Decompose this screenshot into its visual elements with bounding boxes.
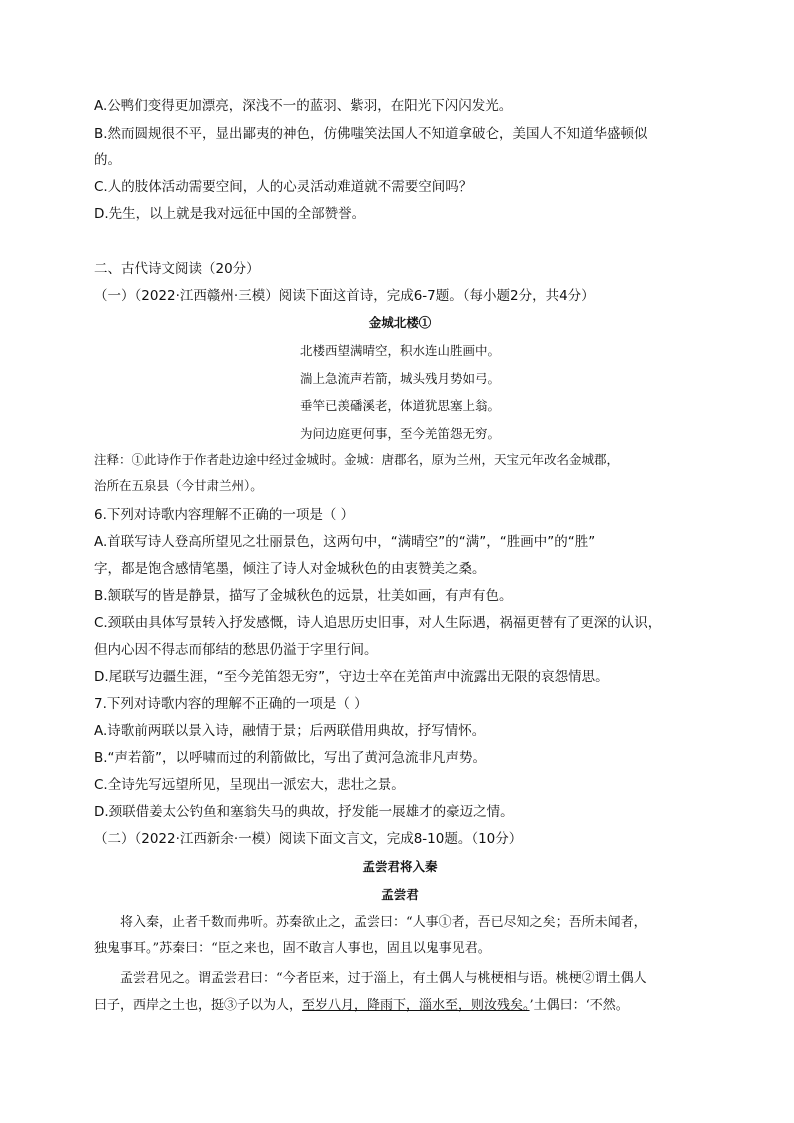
q7-option-d: D.颈联借姜太公钓鱼和塞翁失马的典故，抒发能一展雄才的豪迈之情。 (94, 804, 514, 820)
q5-option-c: C.人的肢体活动需要空间，人的心灵活动难道就不需要空间吗？ (94, 179, 473, 195)
part2-intro: （二）（2022·江西新余·一模）阅读下面文言文，完成8-10题。（10分） (94, 831, 523, 847)
q6-option-c: C.颈联由具体写景转入抒发感慨，诗人追思历史旧事，对人生际遇，祸福更替有了更深的认识， (94, 615, 662, 631)
part1-intro: （一）（2022·江西赣州·三模）阅读下面这首诗，完成6-7题。（每小题2分，共4分） (94, 288, 595, 304)
q7-option-c: C.全诗先写远望所见，呈现出一派宏大，悲壮之景。 (94, 777, 405, 793)
passage-text: ’土偶曰：‘不然。 (529, 998, 629, 1013)
q7-option-b: B.“声若箭”，以呼啸而过的利箭做比，写出了黄河急流非凡声势。 (94, 750, 487, 766)
poem-line-1: 北楼西望满晴空，积水连山胜画中。 (299, 343, 500, 358)
q6-option-a-cont: 字，都是饱含感情笔墨，倾注了诗人对金城秋色的由衷赞美之桑。 (94, 561, 486, 577)
section2-heading: 二、古代诗文阅读（20分） (94, 261, 260, 277)
q6-stem: 6.下列对诗歌内容理解不正确的一项是（ ） (94, 507, 355, 523)
q6-option-d: D.尾联写边疆生涯，“至今羌笛怨无穷”，守边士卒在羌笛声中流露出无限的哀怨情思。 (94, 669, 609, 685)
underlined-sentence: 至岁八月，降雨下，淄水至，则汝残矣。 (302, 998, 530, 1013)
passage-title: 孟尝君将入秦 (362, 859, 438, 874)
poem-note-line-2: 治所在五泉县（今甘肃兰州）。 (94, 478, 263, 493)
q6-option-c-cont: 但内心因不得志而郁结的愁思仍溢于字里行间。 (94, 642, 378, 658)
poem-line-4: 为问边庭更何事，至今羌笛怨无穷。 (299, 426, 500, 441)
passage-para2-line1: 孟尝君见之。谓孟尝君曰：“今者臣来，过于淄上，有土偶人与桃梗相与语。桃梗②谓土偶人 (120, 971, 647, 986)
poem-note-line-1: 注释：①此诗作于作者赴边途中经过金城时。金城：唐郡名，原为兰州，天宝元年改名金城郡， (94, 452, 620, 467)
passage-author: 孟尝君 (381, 887, 419, 902)
passage-text: 曰子，西岸之土也，挺③子以为人， (94, 998, 303, 1013)
passage-para1-line2: 独鬼事耳。”苏秦曰：“臣之来也，固不敢言人事也，固且以鬼事见君。 (94, 941, 491, 956)
q7-option-a: A.诗歌前两联以景入诗，融情于景；后两联借用典故，抒写情怀。 (94, 723, 486, 739)
poem-line-2: 湍上急流声若箭，城头残月势如弓。 (299, 371, 500, 386)
q6-option-b: B.颔联写的皆是静景，描写了金城秋色的远景，壮美如画，有声有色。 (94, 588, 513, 604)
q5-option-a: A.公鸭们变得更加漂亮，深浅不一的蓝羽、紫羽，在阳光下闪闪发光。 (94, 98, 513, 114)
q5-option-b-cont: 的。 (94, 152, 121, 168)
passage-para1-line1: 将入秦，止者千数而弗听。苏秦欲止之，孟尝曰：“人事①者，吾已尽知之矣；吾所未闻者， (120, 915, 647, 930)
poem-line-3: 垂竿已羡磻溪老，体道犹思塞上翁。 (299, 398, 500, 413)
q5-option-b: B.然而圆规很不平，显出鄙夷的神色，仿佛嗤笑法国人不知道拿破仑，美国人不知道华盛顿似 (94, 126, 648, 142)
passage-para2-line2 (94, 996, 706, 1016)
q5-option-d: D.先生，以上就是我对远征中国的全部赞誉。 (94, 206, 366, 222)
poem-title: 金城北楼① (368, 315, 432, 330)
q6-option-a: A.首联写诗人登高所望见之壮丽景色，这两句中，“满晴空”的“满”，“胜画中”的“胜” (94, 534, 596, 550)
q7-stem: 7.下列对诗歌内容的理解不正确的一项是（ ） (94, 696, 368, 712)
